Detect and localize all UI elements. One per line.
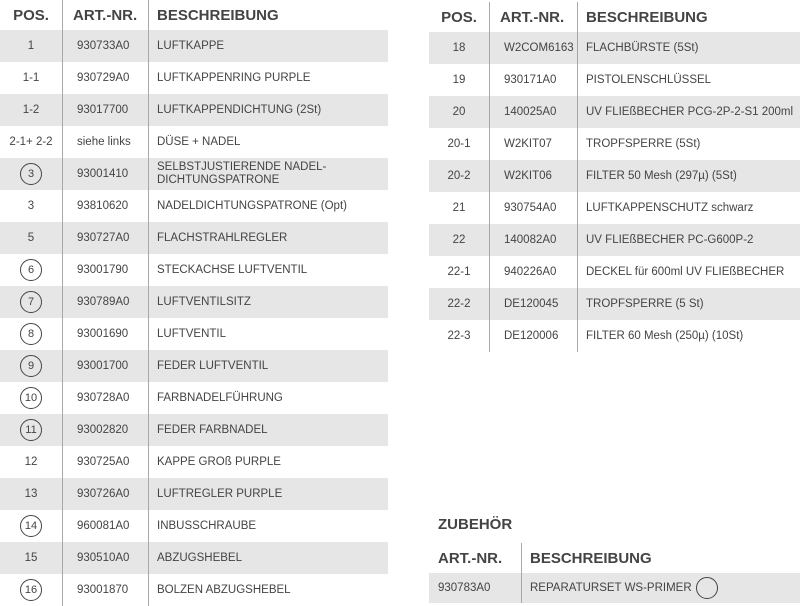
table-row <box>429 224 800 256</box>
art-nr-cell: 93017700 <box>62 94 148 126</box>
description-cell <box>148 510 388 542</box>
description-cell <box>577 256 800 288</box>
pos-cell <box>429 224 489 256</box>
art-nr-cell: 930727A0 <box>62 222 148 254</box>
description-cell <box>577 288 800 320</box>
header-description: BESCHREIBUNG <box>521 543 800 573</box>
pos-cell <box>429 128 489 160</box>
description-text: UV FLIEßBECHER PC-G600P-2 <box>586 233 754 246</box>
pos-number-circled: 10 <box>20 387 42 409</box>
pos-cell <box>0 542 62 574</box>
table-body <box>429 573 800 603</box>
description-cell <box>148 318 388 350</box>
table-header <box>429 2 800 32</box>
art-nr-cell: 930783A0 <box>438 582 491 594</box>
art-nr-cell: 140082A0 <box>489 224 577 256</box>
description-cell <box>148 126 388 158</box>
description-cell <box>577 192 800 224</box>
table-row <box>0 446 388 478</box>
pos-number: 15 <box>24 552 38 564</box>
pos-cell <box>0 382 62 414</box>
description-text: DÜSE + NADEL <box>157 135 241 148</box>
art-nr-cell: 930728A0 <box>62 382 148 414</box>
pos-number: 22 <box>452 234 466 246</box>
description-cell <box>577 320 800 352</box>
pos-cell <box>0 94 62 126</box>
description-text: FLACHBÜRSTE (5St) <box>586 41 699 54</box>
description-text: REPARATURSET WS-PRIMER <box>530 581 692 594</box>
description-text: KAPPE GROß PURPLE <box>157 455 281 468</box>
description-cell <box>577 96 800 128</box>
pos-number: 22-1 <box>447 266 471 278</box>
description-text: UV FLIEßBECHER PCG-2P-2-S1 200ml <box>586 105 794 118</box>
description-cell <box>148 350 388 382</box>
pos-number: 12 <box>24 456 38 468</box>
empty-circle-marker <box>696 577 718 599</box>
table-row <box>0 286 388 318</box>
pos-cell <box>0 158 62 190</box>
pos-number: 20 <box>452 106 466 118</box>
description-text: TROPFSPERRE (5St) <box>586 137 701 150</box>
table-row <box>0 254 388 286</box>
table-row <box>0 62 388 94</box>
table-row <box>429 256 800 288</box>
pos-cell <box>429 32 489 64</box>
description-cell <box>577 224 800 256</box>
description-cell <box>148 30 388 62</box>
table-row <box>429 573 800 603</box>
description-text: FLACHSTRAHLREGLER <box>157 231 288 244</box>
description-text: LUFTKAPPE <box>157 39 225 52</box>
art-nr-cell: W2KIT07 <box>489 128 577 160</box>
table-row <box>0 574 388 606</box>
description-cell <box>148 190 388 222</box>
header-pos: POS. <box>13 6 49 24</box>
table-row <box>0 414 388 446</box>
description-line: DICHTUNGSPATRONE <box>157 174 280 186</box>
table-row <box>0 350 388 382</box>
description-cell <box>148 542 388 574</box>
description-cell <box>148 414 388 446</box>
pos-number-circled: 8 <box>20 323 42 345</box>
table-row <box>0 126 388 158</box>
pos-number: 20-2 <box>447 170 471 182</box>
description-text: INBUSSCHRAUBE <box>157 519 257 532</box>
pos-cell <box>429 160 489 192</box>
description-text: DECKEL für 600ml UV FLIEßBECHER <box>586 265 785 278</box>
art-nr-cell: 940226A0 <box>489 256 577 288</box>
pos-number: 13 <box>24 488 38 500</box>
pos-cell <box>0 446 62 478</box>
description-line: SELBSTJUSTIERENDE NADEL- <box>157 161 327 173</box>
description-text: LUFTKAPPENSCHUTZ schwarz <box>586 201 754 214</box>
description-cell <box>577 32 800 64</box>
description-text: FILTER 50 Mesh (297µ) (5St) <box>586 169 737 182</box>
table-body <box>429 32 800 352</box>
header-description: BESCHREIBUNG <box>148 0 388 30</box>
pos-cell <box>0 190 62 222</box>
art-nr-cell: W2COM6163 <box>489 32 577 64</box>
header-pos: POS. <box>441 8 477 26</box>
pos-number-circled: 3 <box>20 163 42 185</box>
table-row <box>0 190 388 222</box>
pos-number-circled: 7 <box>20 291 42 313</box>
description-cell <box>148 478 388 510</box>
art-nr-cell: 93002820 <box>62 414 148 446</box>
description-cell <box>577 128 800 160</box>
table-row <box>429 96 800 128</box>
art-nr-cell: 93001700 <box>62 350 148 382</box>
pos-number-circled: 11 <box>20 419 42 441</box>
table-body <box>0 30 388 606</box>
pos-number-circled: 16 <box>20 579 42 601</box>
description-text: STECKACHSE LUFTVENTIL <box>157 263 308 276</box>
accessories-title: ZUBEHÖR <box>438 516 513 533</box>
table-row <box>0 158 388 190</box>
art-nr-cell: 930171A0 <box>489 64 577 96</box>
description-text: NADELDICHTUNGSPATRONE (Opt) <box>157 199 347 212</box>
table-row <box>429 128 800 160</box>
table-row <box>0 478 388 510</box>
table-row <box>0 30 388 62</box>
description-text: FILTER 60 Mesh (250µ) (10St) <box>586 329 744 342</box>
pos-number-circled: 9 <box>20 355 42 377</box>
parts-table-left <box>0 0 388 606</box>
description-text: TROPFSPERRE (5 St) <box>586 297 704 310</box>
description-text: BOLZEN ABZUGSHEBEL <box>157 583 291 596</box>
table-header <box>429 543 800 573</box>
pos-cell <box>429 192 489 224</box>
description-cell <box>148 62 388 94</box>
description-cell <box>148 158 388 190</box>
table-row <box>0 318 388 350</box>
pos-number-circled: 6 <box>20 259 42 281</box>
table-header <box>0 0 388 30</box>
description-cell <box>148 286 388 318</box>
table-row <box>429 32 800 64</box>
pos-number: 22-2 <box>447 298 471 310</box>
pos-cell <box>0 574 62 606</box>
art-nr-cell: 930510A0 <box>62 542 148 574</box>
table-row <box>0 222 388 254</box>
description-cell <box>148 222 388 254</box>
pos-cell <box>429 96 489 128</box>
description-text: FARBNADELFÜHRUNG <box>157 391 283 404</box>
table-row <box>429 288 800 320</box>
pos-cell <box>0 414 62 446</box>
art-nr-cell: 960081A0 <box>62 510 148 542</box>
accessories-table <box>429 543 800 603</box>
pos-cell <box>0 222 62 254</box>
pos-cell <box>0 318 62 350</box>
description-text: LUFTREGLER PURPLE <box>157 487 283 500</box>
description-cell <box>577 160 800 192</box>
table-row <box>429 64 800 96</box>
pos-number: 1-1 <box>22 72 40 84</box>
description-lines <box>157 161 326 187</box>
header-art-nr: ART.-NR. <box>489 2 577 32</box>
art-nr-cell: 93810620 <box>62 190 148 222</box>
pos-cell <box>429 320 489 352</box>
pos-cell <box>0 510 62 542</box>
description-text: ABZUGSHEBEL <box>157 551 242 564</box>
description-text: FEDER LUFTVENTIL <box>157 359 269 372</box>
description-text: LUFTKAPPENRING PURPLE <box>157 71 311 84</box>
pos-number: 22-3 <box>447 330 471 342</box>
pos-cell <box>0 30 62 62</box>
pos-cell <box>0 478 62 510</box>
parts-table-right <box>429 2 800 352</box>
art-nr-cell: 93001690 <box>62 318 148 350</box>
table-row <box>0 382 388 414</box>
pos-number: 19 <box>452 74 466 86</box>
art-nr-cell: DE120006 <box>489 320 577 352</box>
description-cell <box>148 254 388 286</box>
art-nr-cell: 930754A0 <box>489 192 577 224</box>
description-text: PISTOLENSCHLÜSSEL <box>586 73 712 86</box>
art-nr-cell: DE120045 <box>489 288 577 320</box>
description-cell <box>521 573 800 603</box>
description-cell <box>148 94 388 126</box>
pos-cell <box>0 126 62 158</box>
description-text: LUFTVENTIL <box>157 327 227 340</box>
art-nr-cell: 930726A0 <box>62 478 148 510</box>
art-nr-cell: 93001790 <box>62 254 148 286</box>
pos-number: 20-1 <box>447 138 471 150</box>
pos-number: 1-2 <box>22 104 40 116</box>
pos-cell <box>0 254 62 286</box>
pos-number: 2-1+ 2-2 <box>9 136 53 148</box>
pos-cell <box>0 62 62 94</box>
table-row <box>429 320 800 352</box>
art-nr-cell: 930729A0 <box>62 62 148 94</box>
description-cell <box>148 446 388 478</box>
table-row <box>0 510 388 542</box>
pos-number-circled: 14 <box>20 515 42 537</box>
art-nr-cell: W2KIT06 <box>489 160 577 192</box>
pos-cell <box>429 288 489 320</box>
art-nr-cell: 930733A0 <box>62 30 148 62</box>
pos-cell <box>0 286 62 318</box>
header-art-nr: ART.-NR. <box>62 0 148 30</box>
table-row <box>0 94 388 126</box>
art-nr-cell: 930725A0 <box>62 446 148 478</box>
art-nr-cell: siehe links <box>62 126 148 158</box>
art-nr-cell: 93001410 <box>62 158 148 190</box>
pos-number: 3 <box>27 200 35 212</box>
header-description: BESCHREIBUNG <box>577 2 800 32</box>
description-text: FEDER FARBNADEL <box>157 423 268 436</box>
description-text: LUFTKAPPENDICHTUNG (2St) <box>157 103 322 116</box>
art-nr-cell: 93001870 <box>62 574 148 606</box>
pos-number: 5 <box>27 232 35 244</box>
description-cell <box>148 382 388 414</box>
pos-cell <box>429 64 489 96</box>
description-cell <box>577 64 800 96</box>
art-nr-cell: 140025A0 <box>489 96 577 128</box>
table-row <box>429 160 800 192</box>
table-row <box>429 192 800 224</box>
pos-number: 18 <box>452 42 466 54</box>
pos-number: 1 <box>27 40 35 52</box>
pos-cell <box>429 256 489 288</box>
pos-number: 21 <box>452 202 466 214</box>
description-text: LUFTVENTILSITZ <box>157 295 251 308</box>
art-nr-cell: 930789A0 <box>62 286 148 318</box>
description-cell <box>148 574 388 606</box>
header-art-nr: ART.-NR. <box>438 549 503 567</box>
table-row <box>0 542 388 574</box>
pos-cell <box>0 350 62 382</box>
